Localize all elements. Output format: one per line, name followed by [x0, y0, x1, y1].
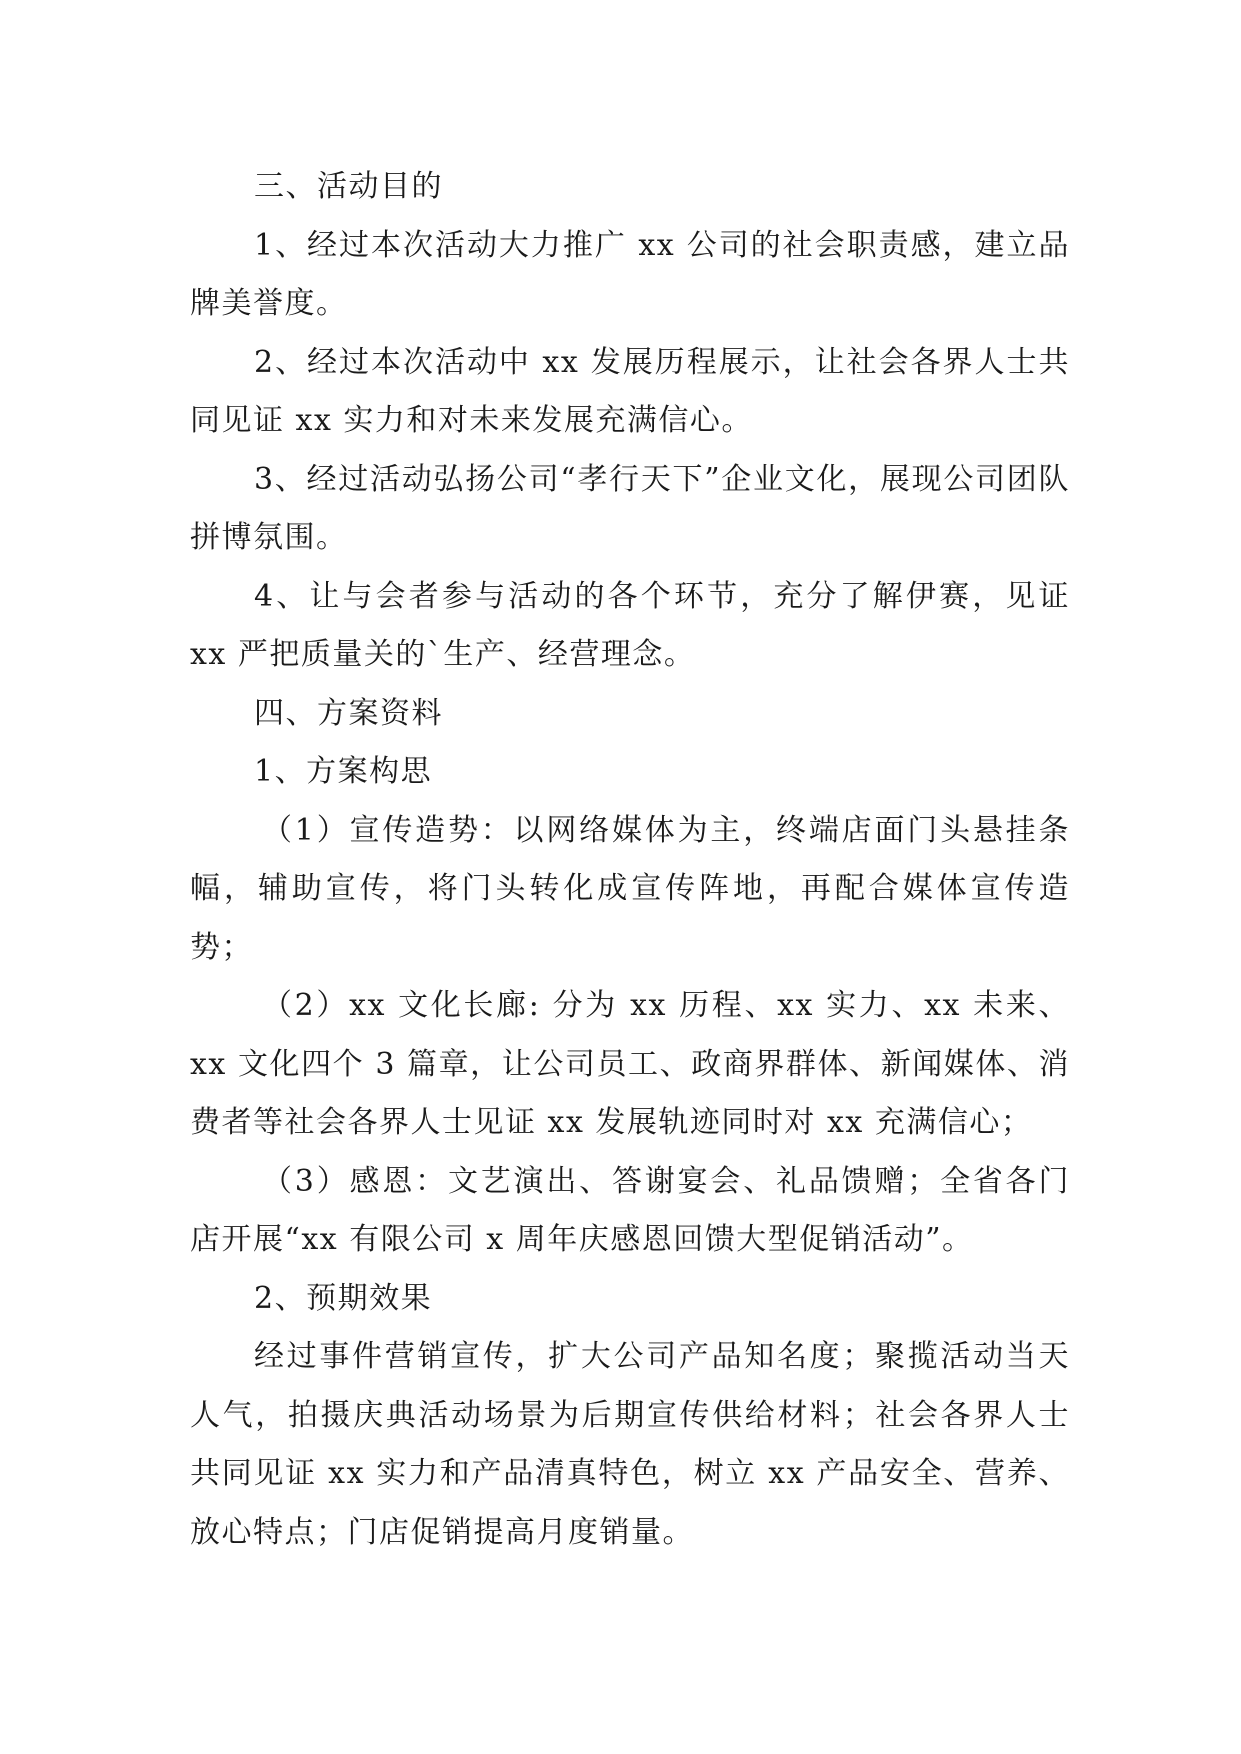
- purpose-item-3: 3、经过活动弘扬公司“孝行天下”企业文化，展现公司团队拼博氛围。: [190, 461, 1070, 555]
- section-heading-plan: 四、方案资料: [254, 695, 443, 731]
- plan-concept-item-3: （3）感恩：文艺演出、答谢宴会、礼品馈赠；全省各门店开展“xx 有限公司 x 周年庆感恩回馈大型促销活动”。: [190, 1163, 1070, 1257]
- purpose-item-2: 2、经过本次活动中 xx 发展历程展示，让社会各界人士共同见证 xx 实力和对未来发展充满信心。: [190, 344, 1070, 438]
- section-heading-purpose: 三、活动目的: [254, 169, 443, 204]
- purpose-item-4: 4、让与会者参与活动的各个环节，充分了解伊赛，见证 xx 严把质量关的`生产、经营理念。: [190, 578, 1070, 672]
- plan-concept-item-2: （2）xx 文化长廊: 分为 xx 历程、xx 实力、xx 未来、xx 文化四个 3 篇章，让公司员工、政商界群体、新闻媒体、消费者等社会各界人士见证 xx 发展轨迹同时对 xx 充满信心；: [190, 988, 1070, 1140]
- document-body: [190, 158, 1070, 1562]
- expected-effect-text: 经过事件营销宣传，扩大公司产品知名度；聚揽活动当天人气，拍摄庆典活动场景为后期宣传供给材料；社会各界人士共同见证 xx 实力和产品清真特色，树立 xx 产品安全、营养、放心特点；门店促销提高月度销量。: [190, 1339, 1070, 1550]
- purpose-item-1: 1、经过本次活动大力推广 xx 公司的社会职责感，建立品牌美誉度。: [190, 227, 1070, 321]
- plan-concept-item-1: （1）宣传造势：以网络媒体为主，终端店面门头悬挂条幅，辅助宣传，将门头转化成宣传阵地，再配合媒体宣传造势；: [190, 812, 1070, 965]
- subheading-plan-concept: 1、方案构思: [254, 754, 433, 789]
- subheading-expected-effect: 2、预期效果: [254, 1280, 433, 1316]
